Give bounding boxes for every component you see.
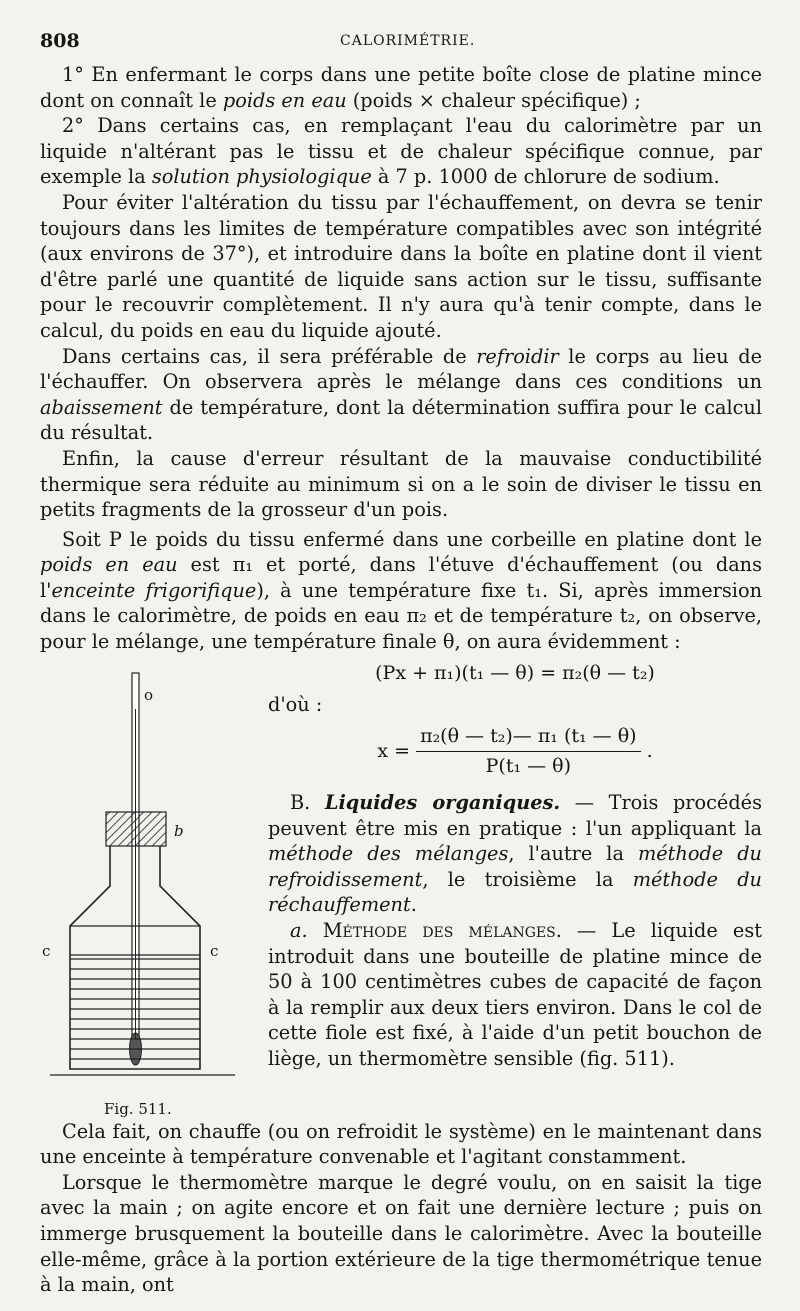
paragraph-8: Lorsque le thermomètre marque le degré voulu, on en saisit la tige avec la main ; on agite encore et on fait une dernière lecture ; puis on immerge brusquement la bouteille dans le calorimètre. Avec la bouteille elle-même, grâce à la portion extérieure de la tige thermométrique tenue à la main, ont bbox=[40, 1170, 762, 1297]
equation-2-denominator: P(t₁ — θ) bbox=[485, 755, 572, 778]
section-b-title: Liquides organiques. bbox=[324, 791, 561, 815]
equation-2: x = $\frac{\text{π₂(θ — t₂)— π₁ (t₁ — θ)}}{\text{P(t₁ — θ)}}$ . bbox=[40, 724, 762, 780]
paragraph-7: Cela fait, on chauffe (ou on refroidit le système) en le maintenant dans une enceinte à température convenable et l'agitant constamment. bbox=[40, 1119, 762, 1169]
page-number: 808 bbox=[40, 30, 80, 52]
dou-label: d'où : bbox=[268, 693, 323, 717]
equation-1: (Px + π₁)(t₁ — θ) = π₂(θ — t₂) bbox=[375, 661, 655, 684]
running-title: CALORIMÉTRIE. bbox=[340, 33, 476, 49]
figure-label-c-left: c bbox=[42, 941, 51, 960]
figure-caption: Fig. 511. bbox=[104, 1099, 172, 1118]
figure-511 bbox=[40, 669, 250, 1119]
page-header bbox=[40, 30, 760, 56]
section-a-paragraph: a. Méthode des mélanges. — Le liquide est introduit dans une bouteille de platine mince de 50 à 100 centimètres cubes de capacité de façon à la remplir aux deux tiers environ. Dans le col de cette fiole est fixé, à l'aide d'un petit bouchon de liège, un thermomètre sensible (fig. 511). bbox=[268, 919, 762, 1070]
section-b-paragraph: B. Liquides organiques. — Trois procédés peuvent être mis en pratique : l'un appliquant la méthode des mélanges, l'autre la méthode du refroidissement, le troisième la méthode du réchauffement. bbox=[268, 791, 762, 917]
figure-label-o: o bbox=[144, 685, 154, 704]
paragraph-4: Dans certains cas, il sera préférable de refroidir le corps au lieu de l'échauffer. On observera après le mélange dans ces conditions un abaissement de température, dont la détermination suffira pour le calcul du résultat. bbox=[40, 344, 762, 445]
body-text bbox=[40, 62, 762, 1298]
bottle-thermometer-drawing bbox=[40, 669, 250, 1094]
paragraph-5: Enfin, la cause d'erreur résultant de la mauvaise conductibilité thermique sera réduite au minimum si on a le soin de diviser le tissu en petits fragments de la grosseur d'un pois. bbox=[40, 446, 762, 522]
figure-wrap-region bbox=[40, 661, 762, 1118]
section-a-title: Méthode des mélanges. bbox=[322, 919, 562, 942]
figure-label-c-right: c bbox=[210, 941, 219, 960]
paragraph-3: Pour éviter l'altération du tissu par l'échauffement, on devra se tenir toujours dans les limites de température compatibles avec son intégrité (aux environs de 37°), et introduire dans la boîte en platine dont il vient d'être parlé une quantité de liquide sans action sur le tissu, suffisante pour le recouvrir complètement. Il n'y aura qu'à tenir compte, dans le calcul, du poids en eau du liquide ajouté. bbox=[40, 190, 762, 342]
equation-2-numerator: π₂(θ — t₂)— π₁ (t₁ — θ) bbox=[416, 724, 640, 753]
cork-stopper bbox=[106, 812, 166, 846]
paragraph-2: 2° Dans certains cas, en remplaçant l'eau du calorimètre par un liquide n'altérant pas le tissu et de chaleur spécifique connue, par exemple la solution physiologique à 7 p. 1000 de chlorure de sodium. bbox=[40, 114, 762, 189]
paragraph-6-intro: Soit P le poids du tissu enfermé dans une corbeille en platine dont le poids en eau est π₁ et porté, dans l'étuve d'échauffement (ou dans l'enceinte frigorifique), à une température fixe t₁. Si, après immersion dans le calorimètre, de poids en eau π₂ et de température t₂, on observe, pour le mélange, une température finale θ, on aura évidemment : bbox=[40, 527, 762, 654]
paragraph-1: 1° En enfermant le corps dans une petite boîte close de platine mince dont on connaît le poids en eau (poids × chaleur spécifique) ; bbox=[40, 63, 762, 112]
figure-label-b: b bbox=[174, 821, 184, 840]
